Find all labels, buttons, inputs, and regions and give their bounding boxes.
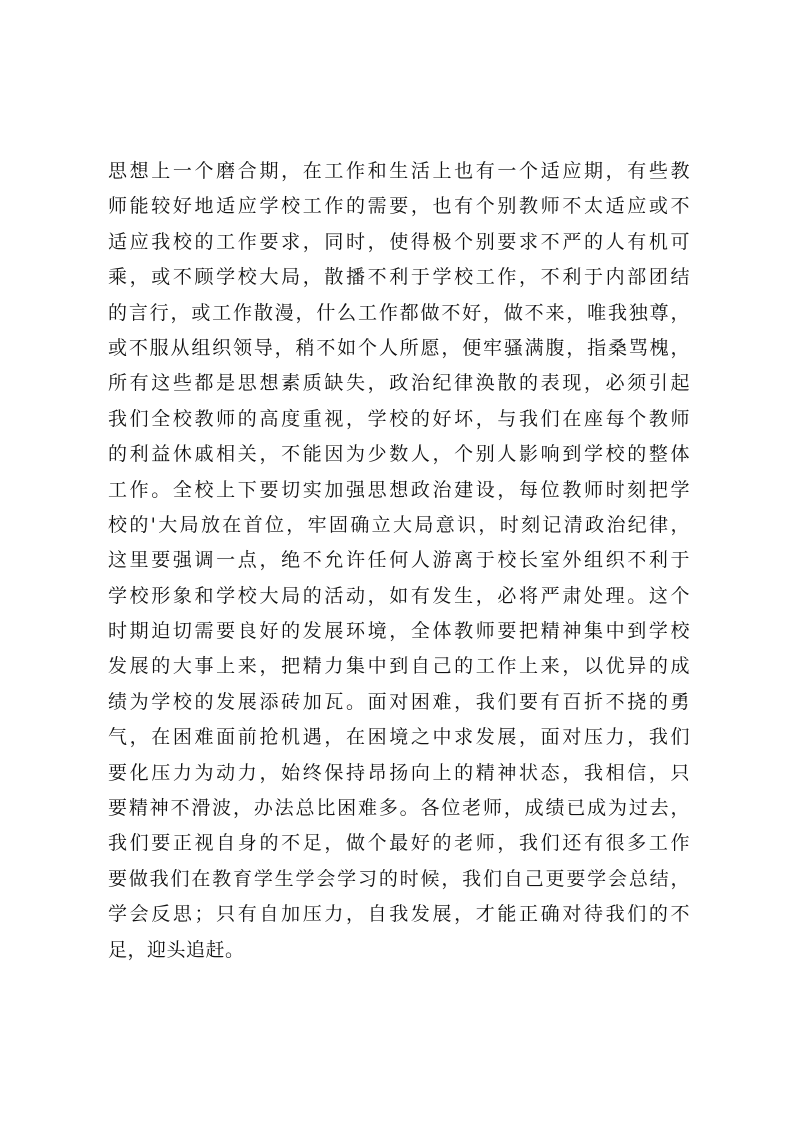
text-line: 要化压力为动力，始终保持昂扬向上的精神状态，我相信，只 bbox=[108, 761, 690, 784]
text-line: 学会反思；只有自加压力，自我发展，才能正确对待我们的不 bbox=[108, 903, 690, 926]
text-line: 要做我们在教育学生学会学习的时候，我们自己更要学会总结， bbox=[108, 867, 690, 890]
text-line: 的利益休戚相关，不能因为少数人，个别人影响到学校的整体 bbox=[108, 443, 690, 466]
text-line: 乘，或不顾学校大局，散播不利于学校工作，不利于内部团结 bbox=[108, 266, 690, 289]
text-line: 时期迫切需要良好的发展环境，全体教师要把精神集中到学校 bbox=[108, 620, 690, 643]
text-line: 我们要正视自身的不足，做个最好的老师，我们还有很多工作 bbox=[108, 832, 690, 855]
text-line: 适应我校的工作要求，同时，使得极个别要求不严的人有机可 bbox=[108, 230, 690, 253]
text-line: 这里要强调一点，绝不允许任何人游离于校长室外组织不利于 bbox=[108, 549, 690, 572]
body-text bbox=[108, 154, 690, 968]
text-line: 气，在困难面前抢机遇，在困境之中求发展，面对压力，我们 bbox=[108, 726, 690, 749]
text-line: 思想上一个磨合期，在工作和生活上也有一个适应期，有些教 bbox=[108, 160, 690, 182]
text-line: 校的'大局放在首位，牢固确立大局意识，时刻记清政治纪律， bbox=[108, 513, 690, 536]
text-line: 所有这些都是思想素质缺失，政治纪律涣散的表现，必须引起 bbox=[108, 372, 690, 395]
text-line: 学校形象和学校大局的活动，如有发生，必将严肃处理。这个 bbox=[108, 584, 690, 607]
text-line: 要精神不滑波，办法总比困难多。各位老师，成绩已成为过去， bbox=[108, 797, 690, 820]
text-line: 足，迎头追赶。 bbox=[108, 938, 245, 961]
text-line: 工作。全校上下要切实加强思想政治建设，每位教师时刻把学 bbox=[108, 478, 690, 501]
text-line: 绩为学校的发展添砖加瓦。面对困难，我们要有百折不挠的勇 bbox=[108, 690, 690, 713]
text-line: 的言行，或工作散漫，什么工作都做不好，做不来，唯我独尊， bbox=[108, 301, 690, 324]
text-line: 或不服从组织领导，稍不如个人所愿，便牢骚满腹，指桑骂槐， bbox=[108, 336, 690, 359]
text-line: 我们全校教师的高度重视，学校的好坏，与我们在座每个教师 bbox=[108, 407, 690, 430]
text-line: 发展的大事上来，把精力集中到自己的工作上来，以优异的成 bbox=[108, 655, 690, 678]
text-line: 师能较好地适应学校工作的需要，也有个别教师不太适应或不 bbox=[108, 195, 690, 218]
